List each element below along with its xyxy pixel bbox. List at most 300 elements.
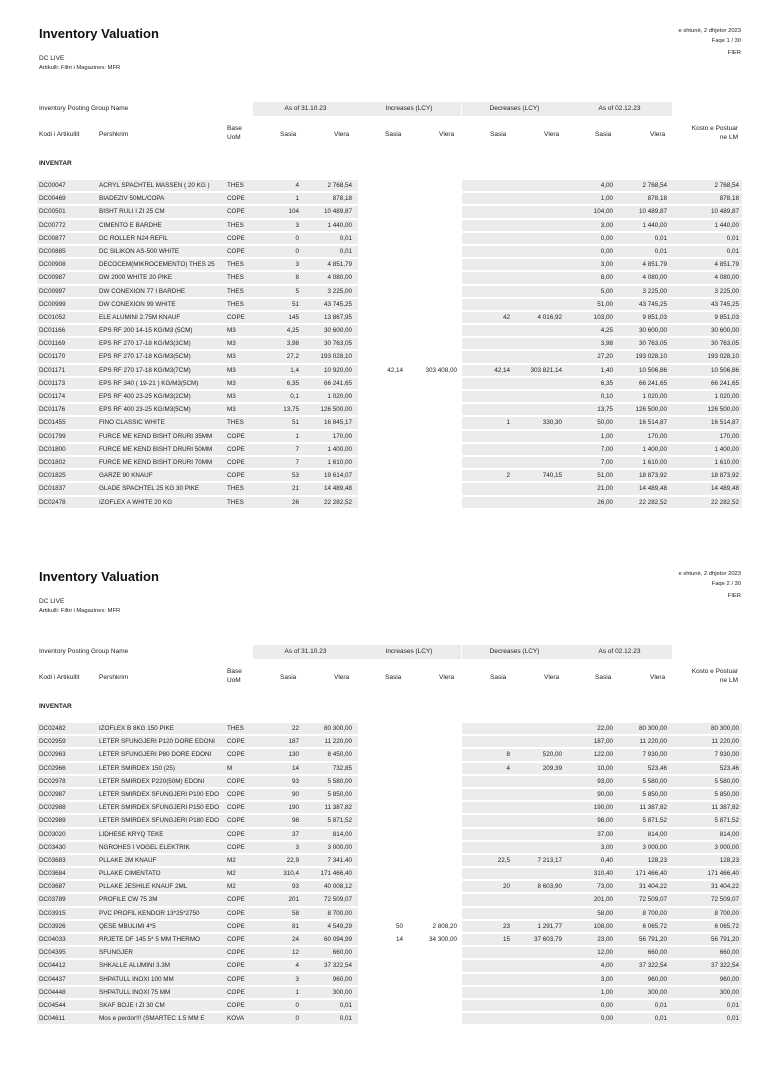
cell-qty-end: 190,00 — [593, 804, 613, 812]
table-row — [0, 443, 768, 456]
group-header-label: Inventory Posting Group Name — [39, 105, 129, 112]
cell-value-end: 3 000,00 — [642, 843, 667, 851]
cell-value-start: 814,00 — [332, 830, 352, 838]
cell-code: DC02963 — [39, 751, 66, 759]
cell-value-start: 19 614,07 — [323, 472, 352, 480]
cell-value-inc — [403, 377, 457, 389]
table-row — [0, 482, 768, 495]
cell-code: DC03684 — [39, 870, 66, 878]
cell-value-start: 0,01 — [339, 234, 352, 242]
cell-value-dec: 37 603,79 — [533, 936, 562, 943]
cell-desc: PVC PROFIL KENDOR 13*25*2750 — [99, 909, 200, 917]
cell-qty-inc — [357, 722, 403, 734]
cell-value-inc — [403, 232, 457, 244]
cell-code: DC04412 — [39, 962, 66, 970]
cell-qty-inc: 14 — [395, 936, 403, 943]
col-uom-line1: Base — [227, 668, 242, 675]
cell-qty-end: 310,40 — [593, 870, 613, 878]
cell-value-end: 193 028,10 — [635, 353, 667, 361]
table-row — [0, 430, 768, 443]
col-code: Kodi i Artikullit — [39, 131, 80, 138]
cell-qty-dec — [462, 893, 510, 905]
table-row — [0, 867, 768, 880]
cell-value-dec: 520,00 — [542, 751, 562, 759]
col-desc: Pershkrim — [99, 674, 129, 681]
cell-value-end: 300,00 — [647, 988, 667, 996]
cell-posted: 1 400,00 — [714, 445, 739, 453]
cell-desc: RRJETE DF 145 5* 5 MM THERMO — [99, 936, 201, 943]
cell-qty-inc — [357, 285, 403, 297]
cell-code: DC00908 — [39, 261, 66, 269]
table-row — [0, 907, 768, 920]
cell-qty-start: 190 — [288, 804, 299, 812]
table-row — [0, 933, 768, 946]
cell-value-dec — [510, 298, 562, 310]
cell-qty-end: 3,00 — [600, 843, 613, 851]
cell-code: DC03789 — [39, 896, 66, 904]
cell-qty-inc — [357, 377, 403, 389]
cell-qty-end: 10,00 — [597, 764, 613, 772]
cell-qty-inc — [357, 748, 403, 760]
cell-qty-start: 145 — [288, 313, 299, 321]
cell-posted: 660,00 — [719, 949, 739, 957]
cell-uom: COPE — [227, 988, 245, 996]
cell-qty-end: 1,40 — [600, 366, 613, 374]
table-row — [0, 854, 768, 867]
col-qty-dec: Sasia — [490, 674, 507, 681]
cell-value-end: 2 768,54 — [642, 182, 667, 189]
cell-code: DC01455 — [39, 419, 66, 427]
cell-qty-start: 201 — [288, 896, 299, 904]
cell-qty-end: 0,00 — [600, 1001, 613, 1009]
cell-uom: M2 — [227, 883, 236, 891]
cell-qty-dec — [462, 722, 510, 734]
cell-value-end: 1 400,00 — [642, 445, 667, 453]
cell-posted: 7 930,00 — [714, 751, 739, 759]
cell-qty-dec — [462, 271, 510, 283]
cell-uom: THES — [227, 725, 244, 732]
cell-value-end: 128,23 — [647, 856, 667, 864]
cell-value-end: 1 020,00 — [642, 393, 667, 400]
cell-value-end: 960,00 — [647, 975, 667, 983]
cell-qty-start: 22 — [291, 725, 299, 732]
cell-value-inc — [403, 999, 457, 1011]
cell-qty-inc — [357, 271, 403, 283]
cell-value-end: 0,01 — [654, 247, 667, 255]
cell-qty-dec — [462, 735, 510, 747]
table-row — [0, 179, 768, 192]
cell-value-end: 1 610,00 — [642, 458, 667, 466]
cell-posted: 4 851,79 — [714, 261, 739, 269]
cell-desc: QESE MBULIMI 4*5 — [99, 922, 156, 930]
cell-posted: 10 489,87 — [710, 208, 739, 216]
cell-qty-dec — [462, 285, 510, 297]
cell-value-dec — [510, 841, 562, 853]
cell-desc: DW CONEXION 77 I BARDHE — [99, 287, 186, 295]
cell-value-inc — [403, 1012, 457, 1024]
cell-uom: M3 — [227, 379, 236, 387]
cell-value-dec — [510, 801, 562, 813]
cell-qty-inc — [357, 496, 403, 508]
table-row — [0, 986, 768, 999]
cell-value-start: 72 509,07 — [323, 896, 352, 904]
cell-desc: EPS RF 270 17-18 KG/M3(3CM) — [99, 340, 191, 348]
cell-qty-inc — [357, 443, 403, 455]
cell-value-dec: 1 291,77 — [537, 922, 562, 930]
cell-value-end: 14 489,48 — [638, 485, 667, 493]
cell-qty-start: 4 — [295, 182, 299, 189]
cell-value-start: 193 028,10 — [320, 353, 352, 361]
table-rows — [0, 179, 768, 509]
cell-value-end: 30 600,00 — [638, 327, 667, 335]
report-title: Inventory Valuation — [39, 26, 159, 41]
cell-posted: 56 791,20 — [710, 936, 739, 943]
cell-value-start: 43 745,25 — [323, 300, 352, 308]
cell-qty-start: 93 — [291, 883, 299, 891]
cell-qty-dec — [462, 496, 510, 508]
cell-uom: M2 — [227, 856, 236, 864]
cell-qty-end: 187,00 — [593, 738, 613, 746]
cell-qty-end: 21,00 — [597, 485, 613, 493]
cell-qty-dec — [462, 828, 510, 840]
cell-value-end: 37 322,54 — [638, 962, 667, 970]
table-row — [0, 959, 768, 972]
cell-value-inc — [403, 245, 457, 257]
group-header-label: Inventory Posting Group Name — [39, 648, 129, 655]
cell-qty-start: 0,1 — [290, 393, 299, 400]
cell-value-start: 30 763,05 — [323, 340, 352, 348]
table-row — [0, 364, 768, 377]
cell-value-dec — [510, 828, 562, 840]
col-uom — [227, 667, 242, 685]
report-title: Inventory Valuation — [39, 569, 159, 584]
cell-value-inc — [403, 775, 457, 787]
table-row — [0, 245, 768, 258]
cell-value-inc: 34 300,00 — [428, 936, 457, 943]
cell-value-start: 0,01 — [339, 247, 352, 255]
cell-qty-inc — [357, 219, 403, 231]
table-row — [0, 416, 768, 429]
cell-qty-dec: 8 — [506, 751, 510, 759]
cell-uom: THES — [227, 221, 244, 229]
cell-value-inc — [403, 456, 457, 468]
col-qty-end: Sasia — [595, 131, 612, 138]
cell-posted: 80 300,00 — [710, 725, 739, 732]
company-name: DC LIVE — [39, 598, 65, 605]
cell-value-start: 660,00 — [332, 949, 352, 957]
cell-value-dec — [510, 907, 562, 919]
cell-qty-dec — [462, 205, 510, 217]
table-row — [0, 298, 768, 311]
cell-qty-dec — [462, 350, 510, 362]
cell-qty-inc — [357, 946, 403, 958]
cell-uom: THES — [227, 261, 244, 269]
band-increases: Increases (LCY) — [357, 102, 461, 116]
table-row — [0, 828, 768, 841]
cell-qty-start: 104 — [288, 208, 299, 216]
cell-value-start: 0,01 — [339, 1015, 352, 1023]
table-row — [0, 271, 768, 284]
cell-qty-inc — [357, 416, 403, 428]
cell-desc: PLLAKE JESHILE KNAUF 2ML — [99, 883, 188, 891]
cell-desc: FURCE ME KEND BISHT DRURI 35MM — [99, 432, 213, 440]
cell-desc: ELE ALUMINI 2.75M KNAUF — [99, 313, 181, 321]
cell-value-inc — [403, 893, 457, 905]
cell-value-inc — [403, 762, 457, 774]
cell-value-end: 31 404,22 — [638, 883, 667, 891]
cell-value-dec — [510, 456, 562, 468]
cell-value-dec — [510, 403, 562, 415]
cell-value-dec — [510, 1012, 562, 1024]
cell-qty-dec: 22,5 — [497, 856, 510, 864]
col-qty-dec: Sasia — [490, 131, 507, 138]
cell-value-inc — [403, 337, 457, 349]
col-qty-end: Sasia — [595, 674, 612, 681]
cell-uom: COPE — [227, 962, 245, 970]
cell-uom: COPE — [227, 208, 245, 216]
cell-qty-end: 26,00 — [597, 498, 613, 506]
cell-code: DC01166 — [39, 327, 66, 335]
cell-value-inc: 303 408,00 — [425, 366, 457, 374]
cell-value-start: 60 094,99 — [323, 936, 352, 943]
cell-desc: EPS RF 340 ( 19-21 ) KG/M3(5CM) — [99, 379, 199, 387]
cell-qty-dec — [462, 443, 510, 455]
cell-value-dec — [510, 735, 562, 747]
cell-qty-end: 104,00 — [593, 208, 613, 216]
cell-qty-end: 23,00 — [597, 936, 613, 943]
cell-qty-inc — [357, 350, 403, 362]
cell-qty-dec — [462, 1012, 510, 1024]
cell-posted: 5 580,00 — [714, 777, 739, 785]
cell-code: DC02989 — [39, 817, 66, 825]
cell-qty-dec — [462, 298, 510, 310]
report-date: e shtunë, 2 dhjetor 2023 — [678, 571, 741, 577]
cell-desc: LETER SMIRDEX 150 (25) — [99, 764, 175, 772]
cell-qty-start: 22,9 — [286, 856, 299, 864]
cell-qty-dec — [462, 219, 510, 231]
cell-value-dec — [510, 324, 562, 336]
cell-desc: SFUNGJER — [99, 949, 133, 957]
cell-value-start: 4 549,29 — [327, 922, 352, 930]
cell-value-end: 814,00 — [647, 830, 667, 838]
cell-desc: PLLAKE 2M KNAUF — [99, 856, 157, 864]
cell-qty-inc — [357, 456, 403, 468]
cell-qty-end: 0,00 — [600, 247, 613, 255]
cell-code: DC03915 — [39, 909, 66, 917]
band-decreases: Decreases (LCY) — [462, 645, 567, 659]
cell-qty-dec — [462, 788, 510, 800]
cell-posted: 1 020,00 — [714, 393, 739, 400]
cell-value-dec — [510, 430, 562, 442]
cell-qty-inc — [357, 403, 403, 415]
cell-qty-dec — [462, 456, 510, 468]
cell-qty-dec — [462, 192, 510, 204]
band-as-of-end: As of 02.12.23 — [567, 102, 672, 116]
col-qty-start: Sasia — [280, 131, 297, 138]
cell-value-inc — [403, 192, 457, 204]
cell-value-end: 22 282,52 — [638, 498, 667, 506]
cell-value-end: 0,01 — [654, 234, 667, 242]
cell-uom: COPE — [227, 247, 245, 255]
cell-qty-dec: 42 — [502, 313, 510, 321]
band-as-of-end: As of 02.12.23 — [567, 645, 672, 659]
cell-code: DC00047 — [39, 182, 66, 189]
cell-qty-inc — [357, 430, 403, 442]
table-row — [0, 973, 768, 986]
cell-uom: THES — [227, 287, 244, 295]
cell-value-dec — [510, 999, 562, 1011]
cell-qty-start: 3,98 — [286, 340, 299, 348]
cell-code: DC03020 — [39, 830, 66, 838]
col-qty-inc: Sasia — [385, 131, 402, 138]
cell-code: DC01802 — [39, 458, 66, 466]
cell-code: DC04544 — [39, 1001, 66, 1009]
cell-value-start: 8 450,00 — [327, 751, 352, 759]
cell-posted: 0,01 — [726, 234, 739, 242]
cell-code: DC01799 — [39, 432, 66, 440]
cell-qty-end: 1,00 — [600, 988, 613, 996]
cell-qty-start: 8 — [295, 274, 299, 282]
cell-qty-inc — [357, 735, 403, 747]
cell-value-start: 66 241,65 — [323, 379, 352, 387]
cell-qty-inc — [357, 179, 403, 191]
cell-qty-inc — [357, 311, 403, 323]
cell-qty-start: 81 — [291, 922, 299, 930]
cell-qty-start: 3 — [295, 221, 299, 229]
cell-value-start: 80 300,00 — [323, 725, 352, 732]
cell-value-start: 11 220,00 — [324, 738, 352, 746]
cell-posted: 0,01 — [726, 1001, 739, 1009]
cell-qty-end: 37,00 — [597, 830, 613, 838]
cell-value-inc — [403, 443, 457, 455]
cell-qty-dec — [462, 973, 510, 985]
cell-qty-inc — [357, 986, 403, 998]
cell-value-inc — [403, 416, 457, 428]
cell-code: DC03683 — [39, 856, 66, 864]
cell-value-start: 3 225,00 — [327, 287, 352, 295]
cell-qty-end: 0,40 — [600, 856, 613, 864]
cell-qty-inc — [357, 232, 403, 244]
cell-value-end: 18 873,92 — [638, 472, 667, 480]
cell-qty-dec — [462, 801, 510, 813]
table-row — [0, 205, 768, 218]
table-row — [0, 456, 768, 469]
cell-qty-end: 51,00 — [597, 300, 613, 308]
col-desc: Pershkrim — [99, 131, 129, 138]
cell-value-end: 8 700,00 — [642, 909, 667, 917]
cell-uom: COPE — [227, 313, 245, 321]
cell-desc: CIMENTO E BARDHE — [99, 221, 162, 229]
cell-qty-start: 0 — [295, 247, 299, 255]
cell-uom: COPE — [227, 922, 245, 930]
cell-code: DC03926 — [39, 922, 66, 930]
cell-qty-start: 1 — [295, 195, 299, 203]
cell-value-dec — [510, 775, 562, 787]
cell-qty-dec — [462, 907, 510, 919]
cell-value-dec — [510, 867, 562, 879]
cell-value-start: 5 580,00 — [327, 777, 352, 785]
cell-qty-dec — [462, 337, 510, 349]
cell-qty-dec — [462, 814, 510, 826]
cell-value-inc — [403, 880, 457, 892]
cell-qty-start: 3 — [295, 261, 299, 269]
cell-qty-start: 4 — [295, 962, 299, 970]
cell-qty-dec — [462, 430, 510, 442]
cell-qty-end: 1,00 — [600, 432, 613, 440]
cell-qty-end: 22,00 — [597, 725, 613, 732]
cell-qty-dec: 2 — [506, 472, 510, 480]
cell-qty-inc — [357, 788, 403, 800]
cell-qty-start: 0 — [295, 1015, 299, 1023]
table-row — [0, 841, 768, 854]
cell-desc: DC ROLLER N24 REFIL — [99, 234, 168, 242]
cell-value-end: 56 791,20 — [638, 936, 667, 943]
cell-qty-dec — [462, 946, 510, 958]
col-posted — [692, 124, 738, 142]
table-row — [0, 893, 768, 906]
cell-desc: Mos e perdor!!! (SMARTEC 1.5 MM E — [99, 1015, 205, 1023]
cell-posted: 171 466,40 — [707, 870, 739, 878]
cell-value-start: 300,00 — [332, 988, 352, 996]
cell-uom: COPE — [227, 445, 245, 453]
cell-posted: 6 065,72 — [714, 922, 739, 930]
cell-code: DC01174 — [39, 393, 66, 400]
col-posted — [692, 667, 738, 685]
cell-qty-dec — [462, 245, 510, 257]
col-qty-start: Sasia — [280, 674, 297, 681]
cell-qty-dec — [462, 867, 510, 879]
cell-desc: GLADE SPACHTEL 25 KG 30 PIKE — [99, 485, 200, 493]
band-increases: Increases (LCY) — [357, 645, 461, 659]
cell-qty-end: 13,75 — [597, 406, 613, 414]
cell-value-dec: 209,39 — [542, 764, 562, 772]
cell-value-start: 4 851,79 — [327, 261, 352, 269]
cell-uom: COPE — [227, 1001, 245, 1009]
cell-value-dec — [510, 205, 562, 217]
cell-value-inc — [403, 973, 457, 985]
cell-qty-end: 0,00 — [600, 1015, 613, 1023]
cell-value-dec: 7 213,17 — [537, 856, 562, 864]
cell-desc: EPS RF 270 17-18 KG/M3(7CM) — [99, 366, 191, 374]
cell-desc: SHKALLE ALUMINI 3.3M — [99, 962, 171, 970]
cell-posted: 66 241,65 — [710, 379, 739, 387]
cell-value-end: 7 930,00 — [642, 751, 667, 759]
cell-posted: 10 506,86 — [710, 366, 739, 374]
cell-qty-end: 3,98 — [600, 340, 613, 348]
col-value-end: Vlera — [650, 131, 666, 138]
cell-value-inc — [403, 324, 457, 336]
cell-uom: COPE — [227, 777, 245, 785]
cell-uom: COPE — [227, 738, 245, 746]
col-uom-line2: UoM — [227, 134, 241, 141]
cell-qty-dec — [462, 179, 510, 191]
cell-value-inc — [403, 205, 457, 217]
cell-posted: 3 000,00 — [714, 843, 739, 851]
cell-value-inc — [403, 986, 457, 998]
cell-value-end: 43 745,25 — [638, 300, 667, 308]
cell-uom: M3 — [227, 366, 236, 374]
section-title: INVENTAR — [39, 160, 72, 167]
cell-uom: COPE — [227, 909, 245, 917]
cell-qty-end: 4,25 — [600, 327, 613, 335]
cell-posted: 11 387,82 — [711, 804, 739, 812]
cell-desc: FURCE ME KEND BISHT DRURI 70MM — [99, 458, 213, 466]
cell-qty-start: 37 — [291, 830, 299, 838]
cell-value-end: 66 241,65 — [638, 379, 667, 387]
col-posted-line2: ne LM — [719, 677, 738, 684]
cell-value-inc — [403, 482, 457, 494]
cell-qty-dec — [462, 841, 510, 853]
